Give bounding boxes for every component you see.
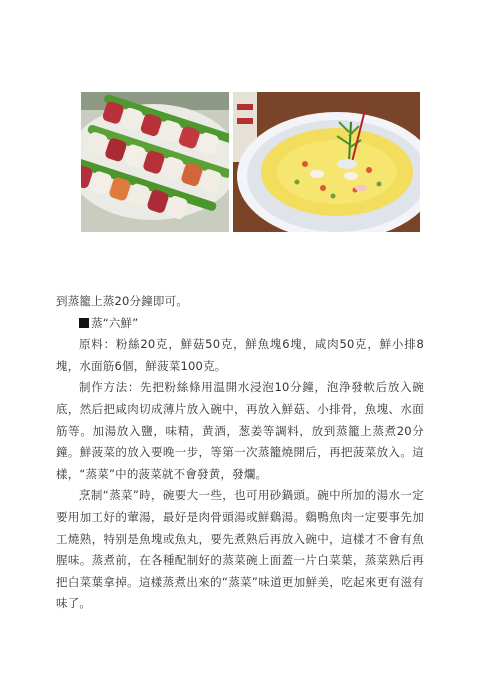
continuation-paragraph: 到蒸籠上蒸20分鐘即可。 <box>56 294 189 308</box>
black-square-icon <box>79 318 89 328</box>
recipe-heading <box>56 313 424 335</box>
method-paragraph: 制作方法：先把粉絲條用温開水浸泡10分鐘，泡浄發軟后放入碗底，然后把咸肉切成薄片放入碗中，再放入鮮菇、小排骨，魚塊、水面筋等。加湯放入鹽，味精，黄酒，葱姜等調料，放到蒸籠上蒸煮20分鐘。鮮菠菜的放入要晚一步，等第一次蒸籠燒開后，再把菠菜放入。這樣，“蒸菜”中的菠菜就不會發黄，發爛。 <box>56 380 424 481</box>
steamed-egg-bowl-photo <box>233 92 420 232</box>
recipe-heading-text: 蒸“六鮮” <box>91 315 139 330</box>
skewered-vegetable-rolls-icon <box>81 92 229 232</box>
article-body <box>56 291 424 615</box>
tips-paragraph: 烹制“蒸菜”時，碗要大一些，也可用砂鍋頭。碗中所加的湯水一定要用加工好的葷湯，最好是肉骨頭湯或鮮鷄湯。鷄鴨魚肉一定要事先加工燒熟，特别是魚塊或魚丸，要先煮熟后再放入碗中，這樣才不會有魚腥味。蒸煮前，在各種配制好的蒸菜碗上面蓋一片白菜葉，蒸菜熟后再把白菜葉拿掉。這樣蒸煮出來的“蒸菜”味道更加鮮美，吃起來更有滋有味了。 <box>56 488 424 611</box>
steamed-egg-bowl-icon <box>233 92 420 232</box>
skewered-vegetable-rolls-photo <box>81 92 229 232</box>
ingredients-paragraph: 原料：粉絲20克，鮮菇50克，鮮魚塊6塊，咸肉50克，鮮小排8塊，水面筋6個，鮮菠菜100克。 <box>56 337 424 373</box>
